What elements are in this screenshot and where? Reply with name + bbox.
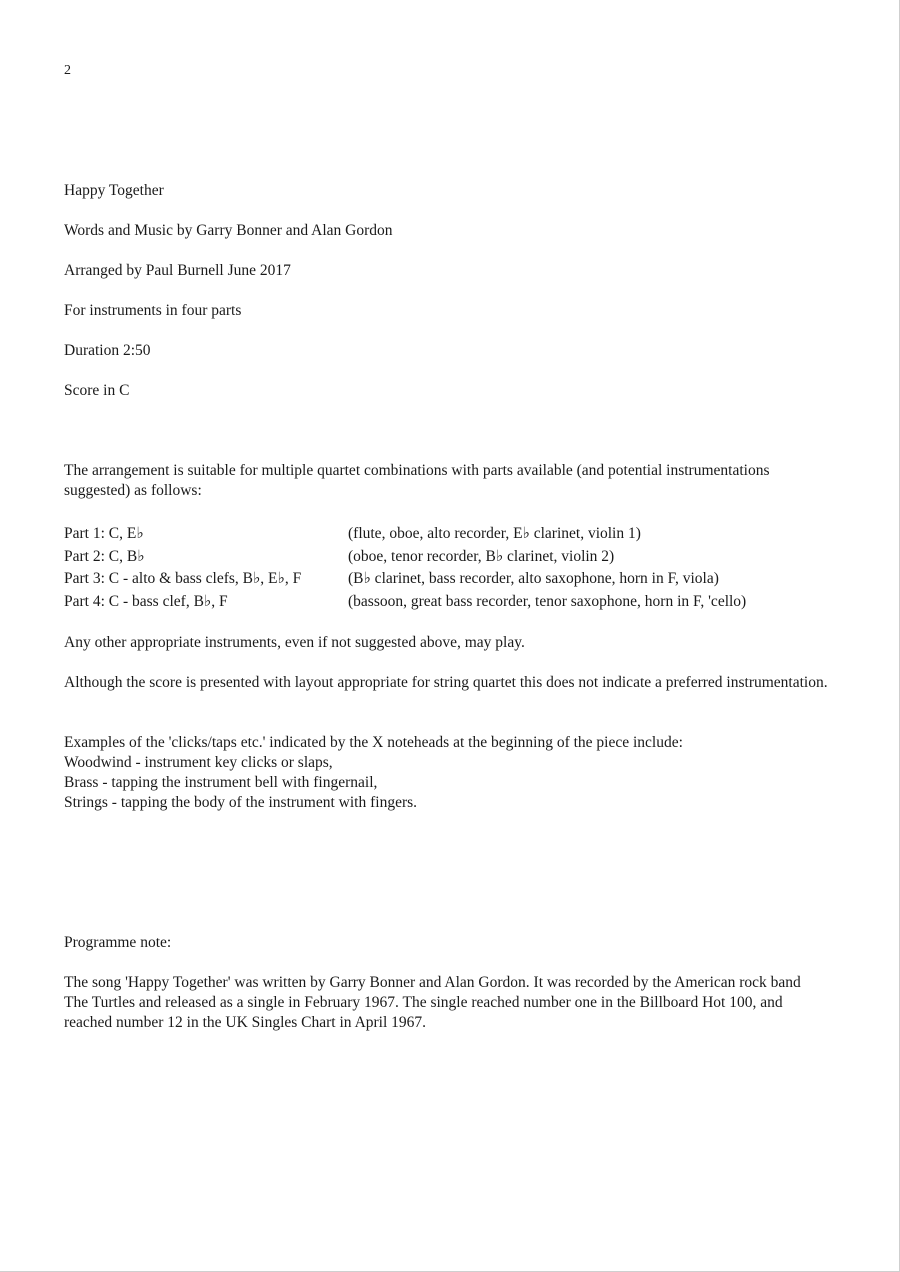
layout-note: Although the score is presented with layout appropriate for string quartet this does not indicate a preferred instrumentation. <box>64 674 828 691</box>
part-instruments: (B♭ clarinet, bass recorder, alto saxophone, horn in F, viola) <box>348 570 719 588</box>
part-label: Part 1: C, E♭ <box>64 525 144 542</box>
example-brass: Brass - tapping the instrument bell with fingernail, <box>64 774 378 791</box>
other-instruments-note: Any other appropriate instruments, even if not suggested above, may play. <box>64 634 525 651</box>
arrangement-intro: The arrangement is suitable for multiple quartet combinations with parts available (and potential instrumentations suggested) as follows: <box>64 462 770 499</box>
part-label: Part 2: C, B♭ <box>64 547 145 565</box>
part-label: Part 3: C - alto & bass clefs, B♭, E♭, F <box>64 570 302 588</box>
scoring-note: For instruments in four parts <box>64 302 242 319</box>
example-strings: Strings - tapping the body of the instrument with fingers. <box>64 794 418 811</box>
page-number: 2 <box>64 63 71 78</box>
composer-credits: Words and Music by Garry Bonner and Alan Gordon <box>64 222 393 239</box>
programme-note-heading: Programme note: <box>64 934 172 951</box>
duration: Duration 2:50 <box>64 342 151 359</box>
examples-list <box>64 733 683 813</box>
part-instruments: (bassoon, great bass recorder, tenor saxophone, horn in F, 'cello) <box>348 593 747 611</box>
examples-intro: Examples of the 'clicks/taps etc.' indicated by the X noteheads at the beginning of the piece include: <box>64 734 683 751</box>
score-key: Score in C <box>64 382 130 399</box>
piece-title: Happy Together <box>64 182 164 199</box>
programme-note-text: The song 'Happy Together' was written by Garry Bonner and Alan Gordon. It was recorded by the American rock band The Turtles and released as a single in February 1967. The single reached number one in the Billboard Hot 100, and reached number 12 in the UK Singles Chart in April 1967. <box>64 974 801 1031</box>
part-instruments: (flute, oboe, alto recorder, E♭ clarinet, violin 1) <box>348 525 641 542</box>
example-woodwind: Woodwind - instrument key clicks or slaps, <box>64 754 333 771</box>
arranger-credit: Arranged by Paul Burnell June 2017 <box>64 262 291 279</box>
part-label: Part 4: C - bass clef, B♭, F <box>64 593 228 611</box>
part-instruments: (oboe, tenor recorder, B♭ clarinet, violin 2) <box>348 547 615 565</box>
